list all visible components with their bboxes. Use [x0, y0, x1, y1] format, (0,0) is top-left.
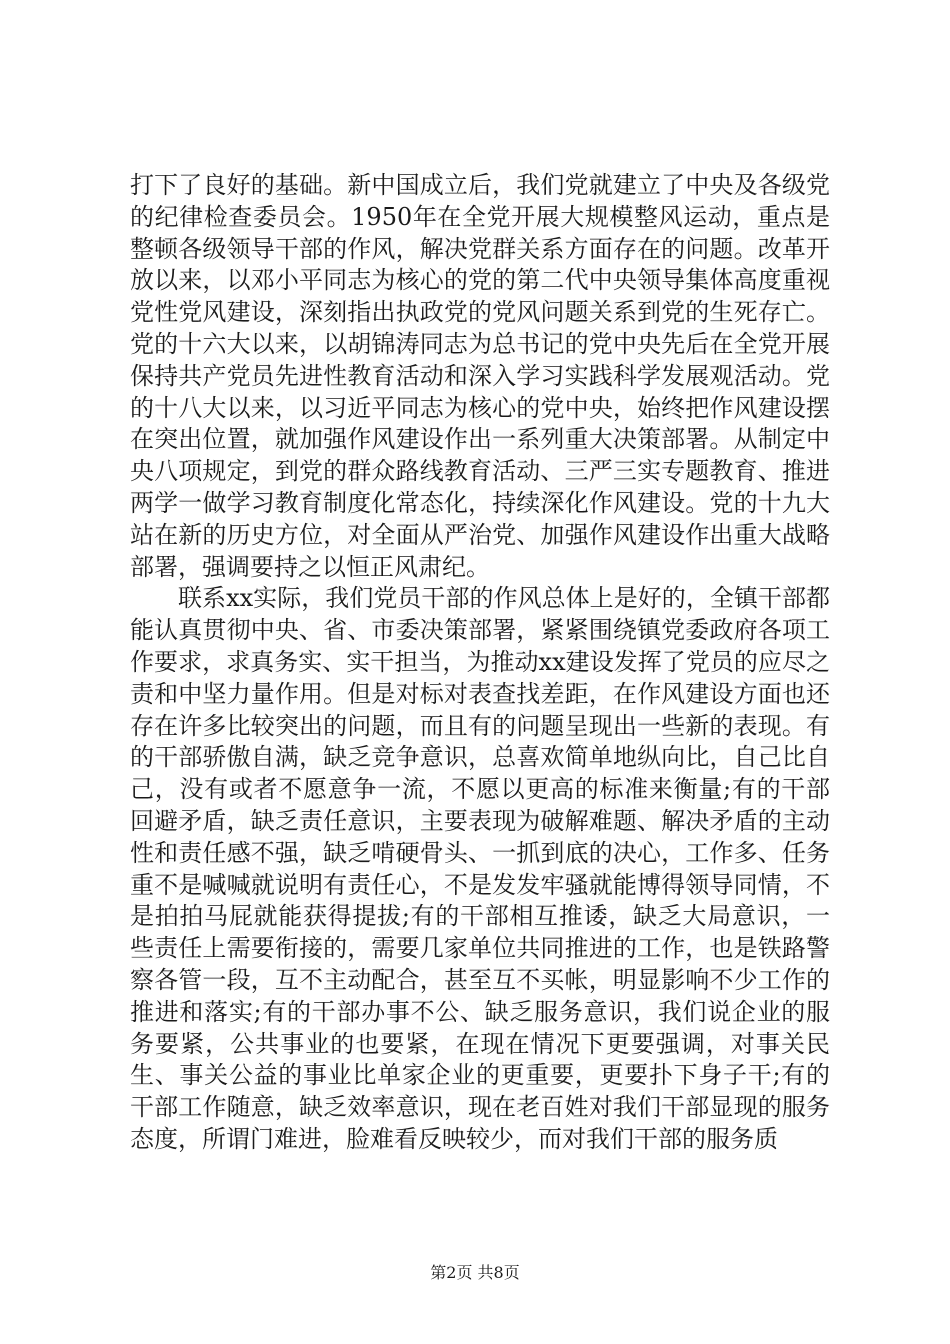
page-number-footer: 第2页 共8页	[430, 1263, 520, 1282]
body-text	[130, 170, 830, 1156]
paragraph-2: 联系xx实际，我们党员干部的作风总体上是好的，全镇干部都能认真贯彻中央、省、市委决策部署，紧紧围绕镇党委政府各项工作要求，求真务实、实干担当，为推动xx建设发挥了党员的应尽之责和中坚力量作用。但是对标对表查找差距，在作风建设方面也还存在许多比较突出的问题，而且有的问题呈现出一些新的表现。有的干部骄傲自满，缺乏竞争意识，总喜欢简单地纵向比，自己比自己，没有或者不愿意争一流，不愿以更高的标准来衡量;有的干部回避矛盾，缺乏责任意识，主要表现为破解难题、解决矛盾的主动性和责任感不强，缺乏啃硬骨头、一抓到底的决心，工作多、任务重不是喊喊就说明有责任心，不是发发牢骚就能博得领导同情，不是拍拍马屁就能获得提拔;有的干部相互推诿，缺乏大局意识，一些责任上需要衔接的，需要几家单位共同推进的工作，也是铁路警察各管一段，互不主动配合，甚至互不买帐，明显影响不少工作的推进和落实;有的干部办事不公、缺乏服务意识，我们说企业的服务要紧，公共事业的也要紧，在现在情况下更要强调，对事关民生、事关公益的事业比单家企业的更重要，更要扑下身子干;有的干部工作随意，缺乏效率意识，现在老百姓对我们干部显现的服务态度，所谓门难进，脸难看反映较少，而对我们干部的服务质	[130, 584, 830, 1153]
paragraph-1: 打下了良好的基础。新中国成立后，我们党就建立了中央及各级党的纪律检查委员会。1950年在全党开展大规模整风运动，重点是整顿各级领导干部的作风，解决党群关系方面存在的问题。改革开放以来，以邓小平同志为核心的党的第二代中央领导集体高度重视党性党风建设，深刻指出执政党的党风问题关系到党的生死存亡。党的十六大以来，以胡锦涛同志为总书记的党中央先后在全党开展保持共产党员先进性教育活动和深入学习实践科学发展观活动。党的十八大以来，以习近平同志为核心的党中央，始终把作风建设摆在突出位置，就加强作风建设作出一系列重大决策部署。从制定中央八项规定，到党的群众路线教育活动、三严三实专题教育、推进两学一做学习教育制度化常态化，持续深化作风建设。党的十九大站在新的历史方位，对全面从严治党、加强作风建设作出重大战略部署，强调要持之以恒正风肃纪。	[130, 171, 830, 581]
